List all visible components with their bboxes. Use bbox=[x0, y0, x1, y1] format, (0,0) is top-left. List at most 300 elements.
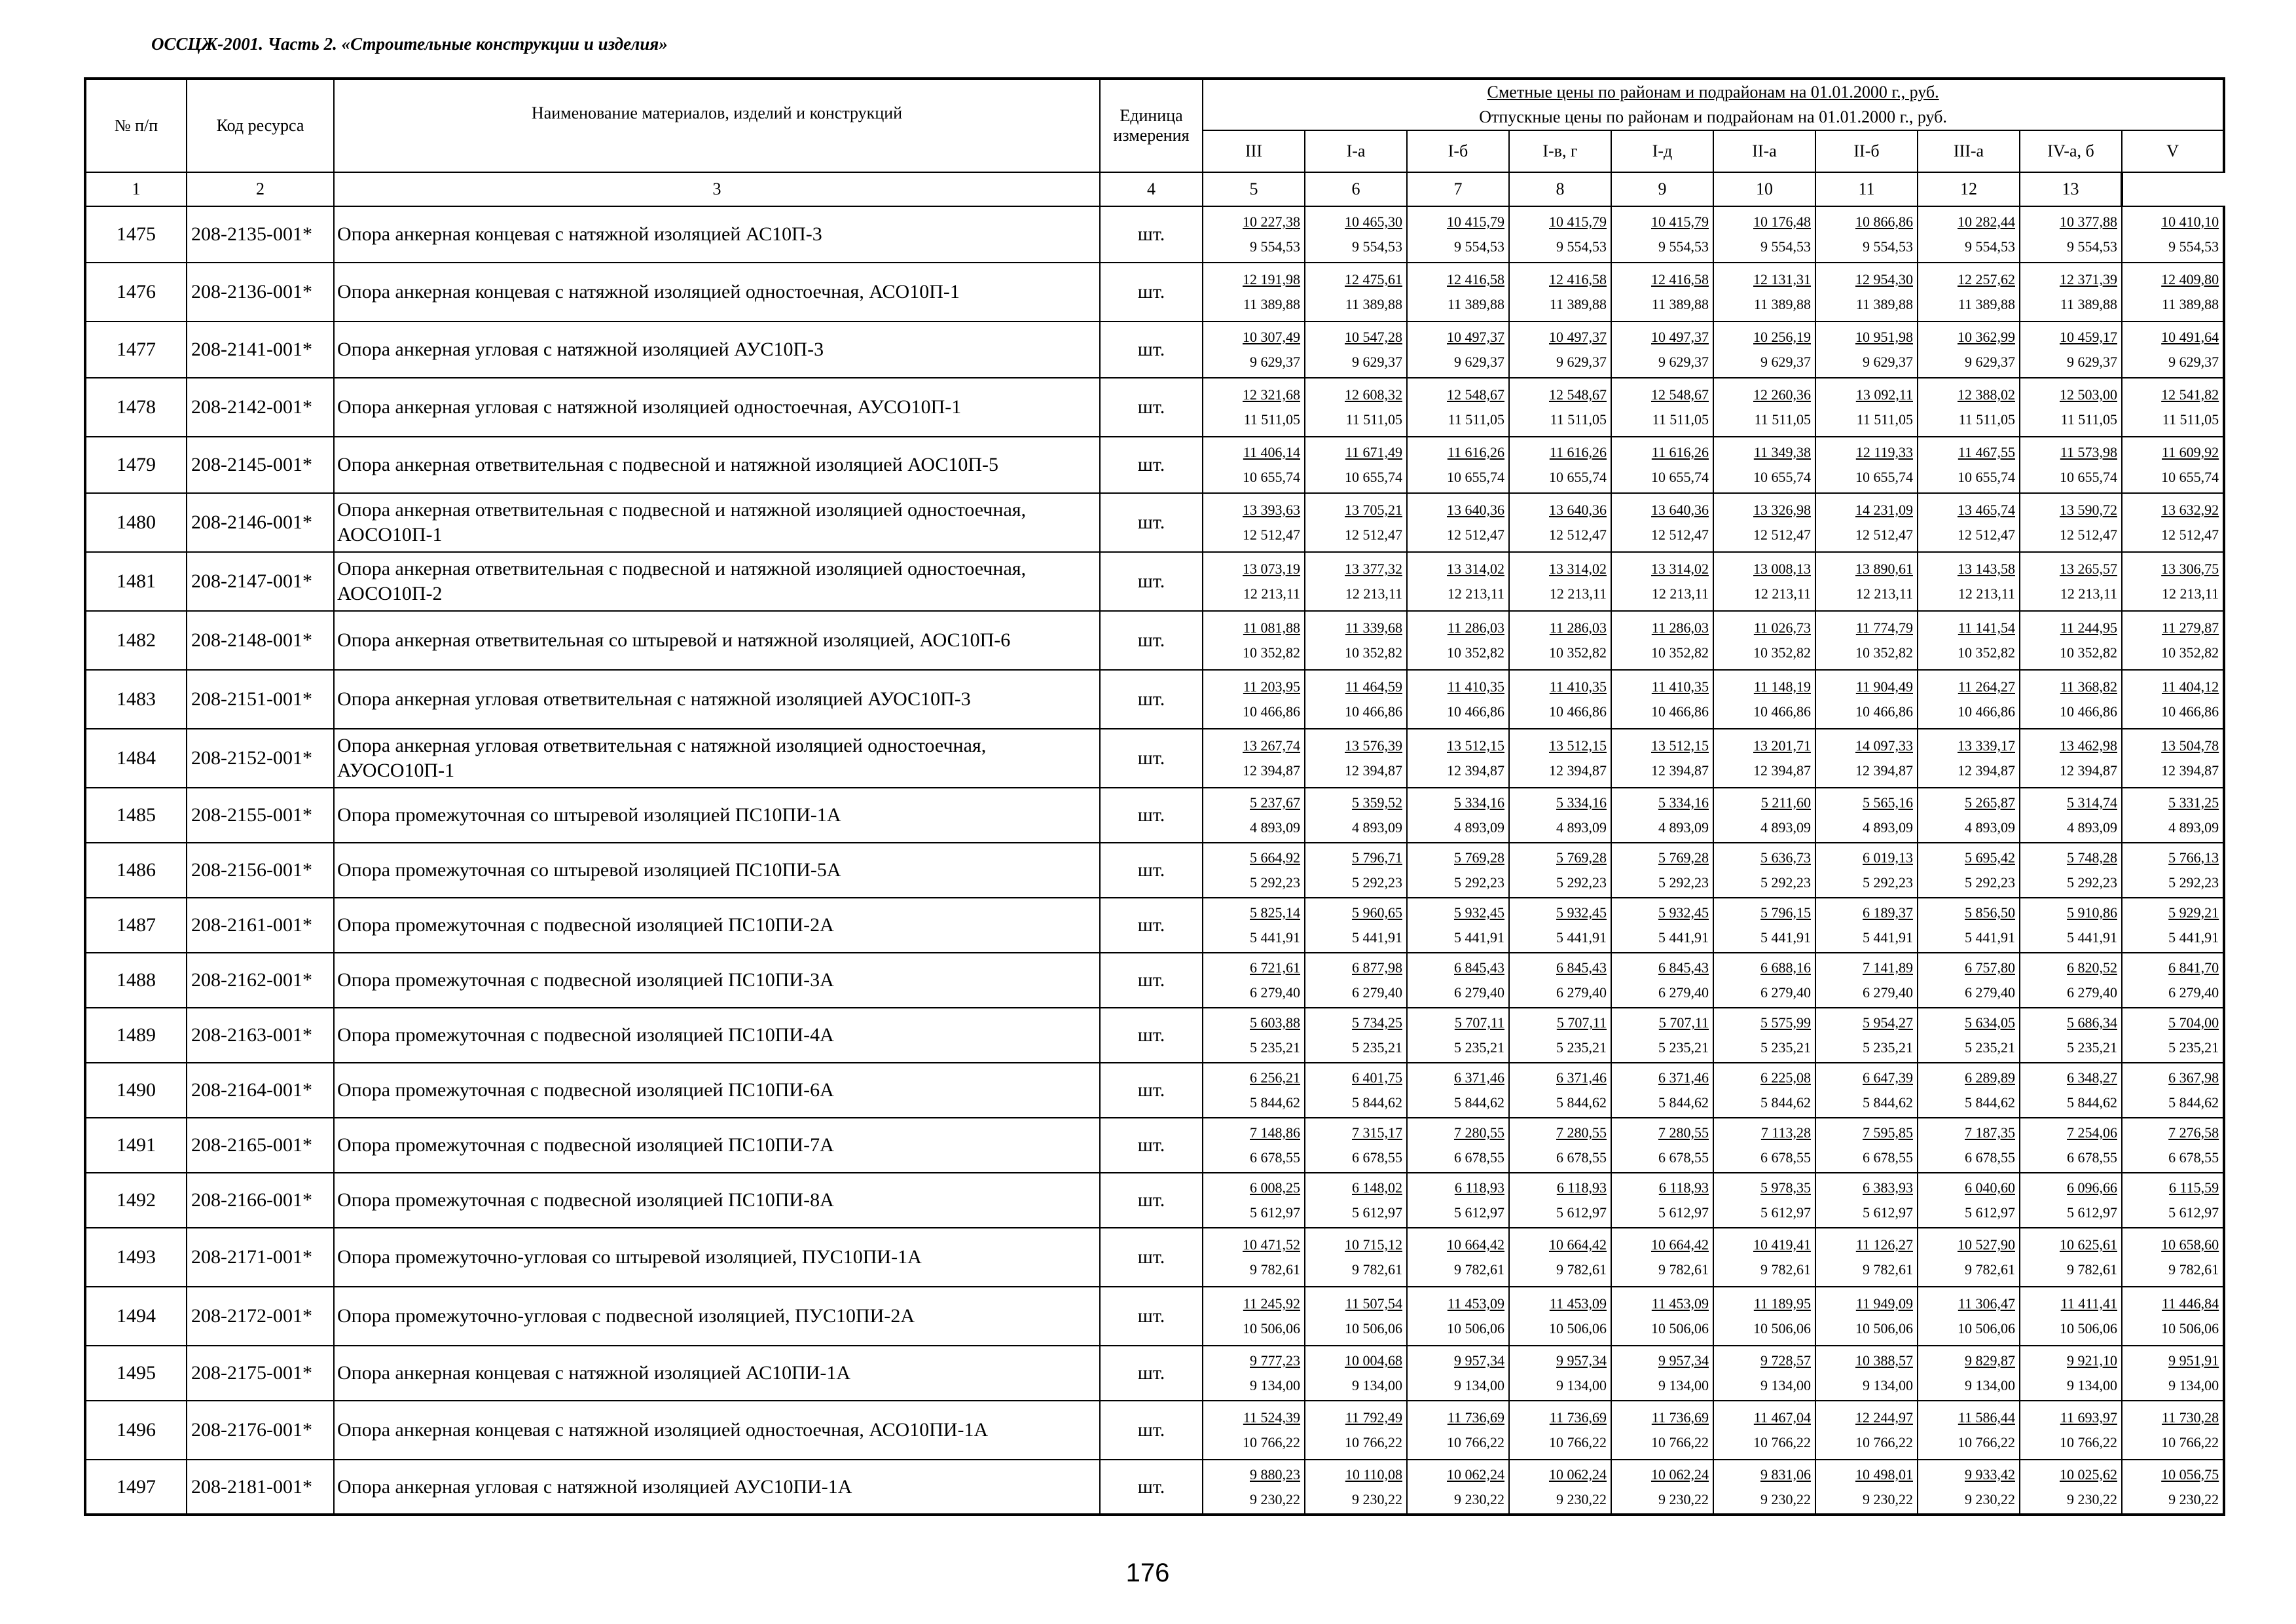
estimate-price: 10 004,68 bbox=[1345, 1352, 1402, 1369]
row-number: 1482 bbox=[85, 611, 187, 670]
release-price: 10 466,86 bbox=[1447, 703, 1504, 720]
estimate-price: 5 910,86 bbox=[2067, 904, 2117, 921]
price-cell bbox=[1918, 1401, 2020, 1460]
estimate-price: 10 410,10 bbox=[2161, 213, 2219, 230]
price-cell bbox=[1509, 1228, 1611, 1287]
release-price: 5 612,97 bbox=[1760, 1204, 1811, 1221]
estimate-price: 5 707,11 bbox=[1658, 1014, 1709, 1031]
estimate-price: 10 282,44 bbox=[1958, 213, 2015, 230]
release-price: 9 230,22 bbox=[1250, 1490, 1300, 1507]
price-cell bbox=[1815, 1287, 1918, 1346]
price-cell bbox=[1305, 493, 1407, 552]
row-number: 1491 bbox=[85, 1118, 187, 1173]
resource-code: 208-2161-001* bbox=[187, 898, 334, 953]
unit: шт. bbox=[1100, 1173, 1203, 1228]
release-price: 4 893,09 bbox=[1760, 819, 1811, 836]
price-cell bbox=[1509, 493, 1611, 552]
release-price: 4 893,09 bbox=[1863, 819, 1913, 836]
price-cell bbox=[1815, 322, 1918, 378]
release-price: 11 511,05 bbox=[1754, 411, 1811, 428]
price-cell bbox=[1407, 1118, 1509, 1173]
resource-code: 208-2175-001* bbox=[187, 1346, 334, 1401]
estimate-price: 13 092,11 bbox=[1855, 386, 1913, 403]
resource-code: 208-2181-001* bbox=[187, 1460, 334, 1515]
estimate-price: 10 415,79 bbox=[1447, 213, 1504, 230]
release-price: 11 389,88 bbox=[1855, 296, 1913, 312]
price-cell bbox=[1713, 1460, 1815, 1515]
price-cell bbox=[1407, 611, 1509, 670]
price-cell bbox=[1407, 1228, 1509, 1287]
release-price: 12 394,87 bbox=[1855, 762, 1913, 779]
estimate-price: 13 512,15 bbox=[1651, 737, 1709, 754]
price-cell bbox=[1203, 788, 1305, 843]
release-price: 10 655,74 bbox=[1753, 469, 1811, 485]
estimate-price: 6 877,98 bbox=[1352, 959, 1402, 976]
estimate-price: 11 411,41 bbox=[2060, 1295, 2117, 1312]
price-cell bbox=[1407, 552, 1509, 611]
release-price: 10 352,82 bbox=[1855, 644, 1913, 661]
release-price: 5 235,21 bbox=[1965, 1039, 2015, 1056]
release-price: 5 292,23 bbox=[1760, 874, 1811, 891]
estimate-price: 12 244,97 bbox=[1855, 1409, 1913, 1426]
estimate-price: 5 636,73 bbox=[1760, 849, 1811, 866]
release-price: 6 678,55 bbox=[1556, 1149, 1607, 1166]
price-cell bbox=[1305, 1346, 1407, 1401]
release-price: 11 389,88 bbox=[1447, 296, 1504, 312]
price-cell bbox=[1918, 1118, 2020, 1173]
release-price: 6 678,55 bbox=[1863, 1149, 1913, 1166]
estimate-price: 11 286,03 bbox=[1447, 619, 1504, 636]
release-price: 5 292,23 bbox=[1965, 874, 2015, 891]
release-price: 5 844,62 bbox=[1760, 1094, 1811, 1111]
price-cell bbox=[1509, 670, 1611, 729]
release-price: 12 512,47 bbox=[1753, 526, 1811, 543]
table-row bbox=[85, 843, 2224, 898]
estimate-price: 14 231,09 bbox=[1855, 502, 1913, 518]
estimate-price: 10 497,37 bbox=[1447, 329, 1504, 345]
estimate-price: 11 792,49 bbox=[1345, 1409, 1402, 1426]
estimate-price: 10 527,90 bbox=[1958, 1236, 2015, 1253]
release-price: 5 235,21 bbox=[1250, 1039, 1300, 1056]
price-cell bbox=[1713, 843, 1815, 898]
row-number: 1480 bbox=[85, 493, 187, 552]
price-cell bbox=[1815, 552, 1918, 611]
release-price: 9 782,61 bbox=[1760, 1261, 1811, 1278]
estimate-price: 13 143,58 bbox=[1958, 561, 2015, 577]
release-price: 9 629,37 bbox=[2168, 354, 2219, 370]
release-price: 12 394,87 bbox=[1651, 762, 1709, 779]
release-price: 4 893,09 bbox=[1965, 819, 2015, 836]
release-price: 6 279,40 bbox=[1863, 984, 1913, 1001]
release-price: 10 506,06 bbox=[1447, 1320, 1504, 1337]
release-price: 10 655,74 bbox=[1345, 469, 1402, 485]
price-cell bbox=[1918, 898, 2020, 953]
price-cell bbox=[1203, 1228, 1305, 1287]
price-cell bbox=[1918, 953, 2020, 1008]
estimate-price: 5 769,28 bbox=[1658, 849, 1709, 866]
price-cell bbox=[1509, 1008, 1611, 1063]
column-number: 1 bbox=[85, 172, 187, 206]
price-cell bbox=[1509, 378, 1611, 437]
release-price: 5 844,62 bbox=[1250, 1094, 1300, 1111]
release-price: 12 213,11 bbox=[1753, 585, 1811, 602]
resource-code: 208-2166-001* bbox=[187, 1173, 334, 1228]
estimate-price: 11 453,09 bbox=[1549, 1295, 1607, 1312]
material-name: Опора анкерная угловая с натяжной изоляцией АУС10П-3 bbox=[334, 322, 1100, 378]
release-price: 6 678,55 bbox=[1250, 1149, 1300, 1166]
table-row bbox=[85, 1401, 2224, 1460]
release-price: 12 213,11 bbox=[1447, 585, 1504, 602]
price-cell bbox=[1203, 670, 1305, 729]
price-cell bbox=[1509, 552, 1611, 611]
price-cell bbox=[1611, 788, 1713, 843]
estimate-price: 5 734,25 bbox=[1352, 1014, 1402, 1031]
table-row bbox=[85, 1228, 2224, 1287]
estimate-price: 10 625,61 bbox=[2060, 1236, 2117, 1253]
price-cell bbox=[2122, 1008, 2224, 1063]
price-cell bbox=[1713, 729, 1815, 788]
price-cell bbox=[1509, 1401, 1611, 1460]
row-number: 1478 bbox=[85, 378, 187, 437]
price-cell bbox=[1305, 552, 1407, 611]
price-cell bbox=[1611, 1460, 1713, 1515]
region-header: I-б bbox=[1407, 130, 1509, 172]
resource-code: 208-2164-001* bbox=[187, 1063, 334, 1118]
resource-code: 208-2162-001* bbox=[187, 953, 334, 1008]
price-cell bbox=[1611, 1287, 1713, 1346]
estimate-price: 11 904,49 bbox=[1855, 678, 1913, 695]
estimate-price: 11 410,35 bbox=[1549, 678, 1607, 695]
release-price: 10 352,82 bbox=[1958, 644, 2015, 661]
estimate-price: 11 736,69 bbox=[1447, 1409, 1504, 1426]
release-price: 9 230,22 bbox=[1863, 1490, 1913, 1507]
estimate-price: 12 475,61 bbox=[1345, 271, 1402, 287]
price-cell bbox=[1611, 378, 1713, 437]
release-price: 9 554,53 bbox=[1658, 238, 1709, 255]
price-cell bbox=[1305, 611, 1407, 670]
release-price: 6 678,55 bbox=[2168, 1149, 2219, 1166]
row-number: 1483 bbox=[85, 670, 187, 729]
price-cell bbox=[1305, 1287, 1407, 1346]
row-number: 1495 bbox=[85, 1346, 187, 1401]
release-price: 11 511,05 bbox=[1856, 411, 1913, 428]
estimate-price: 5 265,87 bbox=[1965, 794, 2015, 811]
estimate-price: 10 497,37 bbox=[1549, 329, 1607, 345]
price-cell bbox=[1509, 788, 1611, 843]
estimate-price: 13 306,75 bbox=[2161, 561, 2219, 577]
release-price: 5 441,91 bbox=[2168, 929, 2219, 946]
estimate-price: 9 957,34 bbox=[1556, 1352, 1607, 1369]
price-cell bbox=[1305, 670, 1407, 729]
release-price: 9 629,37 bbox=[1352, 354, 1402, 370]
estimate-price: 11 453,09 bbox=[1651, 1295, 1709, 1312]
release-price: 11 389,88 bbox=[1345, 296, 1402, 312]
price-cell bbox=[1611, 1008, 1713, 1063]
price-cell bbox=[1509, 322, 1611, 378]
resource-code: 208-2152-001* bbox=[187, 729, 334, 788]
estimate-price: 11 203,95 bbox=[1243, 678, 1300, 695]
price-cell bbox=[2122, 1346, 2224, 1401]
estimate-price: 11 406,14 bbox=[1243, 444, 1300, 460]
unit: шт. bbox=[1100, 1228, 1203, 1287]
release-price: 6 279,40 bbox=[1454, 984, 1504, 1001]
price-cell bbox=[1203, 1287, 1305, 1346]
release-price: 9 782,61 bbox=[1658, 1261, 1709, 1278]
price-cell bbox=[2020, 493, 2122, 552]
table-row bbox=[85, 1063, 2224, 1118]
estimate-price: 11 339,68 bbox=[1345, 619, 1402, 636]
row-number: 1481 bbox=[85, 552, 187, 611]
price-cell bbox=[1918, 788, 2020, 843]
unit: шт. bbox=[1100, 898, 1203, 953]
estimate-price: 6 371,46 bbox=[1556, 1069, 1607, 1086]
release-price: 11 389,88 bbox=[1651, 296, 1709, 312]
release-price: 10 352,82 bbox=[1753, 644, 1811, 661]
price-cell bbox=[1203, 1460, 1305, 1515]
price-cell bbox=[1815, 1401, 1918, 1460]
price-cell bbox=[1305, 1008, 1407, 1063]
price-cell bbox=[2122, 670, 2224, 729]
material-name: Опора анкерная ответвительная со штыревой и натяжной изоляцией, АОС10П-6 bbox=[334, 611, 1100, 670]
release-price: 10 506,06 bbox=[2060, 1320, 2117, 1337]
row-number: 1477 bbox=[85, 322, 187, 378]
estimate-price: 10 110,08 bbox=[1345, 1466, 1402, 1483]
estimate-price: 13 705,21 bbox=[1345, 502, 1402, 518]
release-price: 5 612,97 bbox=[1250, 1204, 1300, 1221]
estimate-price: 10 658,60 bbox=[2161, 1236, 2219, 1253]
column-number: 4 bbox=[1100, 172, 1203, 206]
price-cell bbox=[1509, 206, 1611, 263]
release-price: 10 655,74 bbox=[1958, 469, 2015, 485]
unit: шт. bbox=[1100, 1460, 1203, 1515]
price-cell bbox=[1713, 378, 1815, 437]
price-cell bbox=[2122, 1401, 2224, 1460]
price-cell bbox=[1713, 322, 1815, 378]
release-price: 10 352,82 bbox=[1447, 644, 1504, 661]
price-cell bbox=[1305, 206, 1407, 263]
release-price: 9 134,00 bbox=[1863, 1377, 1913, 1393]
resource-code: 208-2151-001* bbox=[187, 670, 334, 729]
material-name: Опора промежуточная со штыревой изоляцией ПС10ПИ-5А bbox=[334, 843, 1100, 898]
estimate-price: 13 073,19 bbox=[1243, 561, 1300, 577]
column-number: 6 bbox=[1305, 172, 1407, 206]
estimate-price: 6 845,43 bbox=[1454, 959, 1504, 976]
estimate-price: 9 829,87 bbox=[1965, 1352, 2015, 1369]
estimate-price: 6 289,89 bbox=[1965, 1069, 2015, 1086]
row-number: 1494 bbox=[85, 1287, 187, 1346]
table-row bbox=[85, 1346, 2224, 1401]
price-cell bbox=[2020, 953, 2122, 1008]
estimate-price: 5 704,00 bbox=[2168, 1014, 2219, 1031]
price-cell bbox=[1509, 1287, 1611, 1346]
price-cell bbox=[1611, 1346, 1713, 1401]
release-price: 6 678,55 bbox=[1760, 1149, 1811, 1166]
price-cell bbox=[1611, 1401, 1713, 1460]
price-cell bbox=[1611, 206, 1713, 263]
unit: шт. bbox=[1100, 552, 1203, 611]
release-price: 5 844,62 bbox=[1863, 1094, 1913, 1111]
estimate-price: 11 286,03 bbox=[1651, 619, 1709, 636]
price-cell bbox=[1918, 1228, 2020, 1287]
release-price: 9 554,53 bbox=[1863, 238, 1913, 255]
price-cell bbox=[2020, 1287, 2122, 1346]
release-price: 9 782,61 bbox=[2067, 1261, 2117, 1278]
estimate-price: 12 409,80 bbox=[2161, 271, 2219, 287]
price-cell bbox=[1203, 1173, 1305, 1228]
estimate-price: 5 211,60 bbox=[1760, 794, 1811, 811]
release-price: 12 213,11 bbox=[1345, 585, 1402, 602]
release-price: 12 394,87 bbox=[2161, 762, 2219, 779]
price-cell bbox=[1918, 670, 2020, 729]
price-cell bbox=[1918, 611, 2020, 670]
estimate-price: 11 671,49 bbox=[1345, 444, 1402, 460]
unit: шт. bbox=[1100, 263, 1203, 322]
release-price: 10 506,06 bbox=[1549, 1320, 1607, 1337]
price-cell bbox=[1611, 437, 1713, 493]
price-cell bbox=[1509, 898, 1611, 953]
estimate-price: 6 096,66 bbox=[2067, 1179, 2117, 1196]
price-cell bbox=[1203, 1118, 1305, 1173]
col-header-code: Код ресурса bbox=[187, 79, 334, 172]
price-cell bbox=[1509, 1118, 1611, 1173]
unit: шт. bbox=[1100, 843, 1203, 898]
release-price: 6 678,55 bbox=[1454, 1149, 1504, 1166]
price-cell bbox=[1407, 898, 1509, 953]
release-price: 10 466,86 bbox=[1855, 703, 1913, 720]
release-price: 10 352,82 bbox=[1549, 644, 1607, 661]
estimate-price: 13 640,36 bbox=[1651, 502, 1709, 518]
column-number: 13 bbox=[2020, 172, 2122, 206]
price-cell bbox=[1203, 552, 1305, 611]
estimate-price: 11 616,26 bbox=[1447, 444, 1504, 460]
release-price: 5 441,91 bbox=[1250, 929, 1300, 946]
price-cell bbox=[2122, 729, 2224, 788]
price-cell bbox=[2122, 552, 2224, 611]
price-cell bbox=[1611, 843, 1713, 898]
estimate-price: 6 845,43 bbox=[1556, 959, 1607, 976]
release-price: 10 506,06 bbox=[2161, 1320, 2219, 1337]
material-name: Опора анкерная ответвительная с подвесной и натяжной изоляцией одностоечная, АОСО10П-2 bbox=[334, 552, 1100, 611]
material-name: Опора анкерная ответвительная с подвесной и натяжной изоляцией АОС10П-5 bbox=[334, 437, 1100, 493]
release-price: 5 612,97 bbox=[2067, 1204, 2117, 1221]
estimate-price: 9 777,23 bbox=[1250, 1352, 1300, 1369]
estimate-price: 11 693,97 bbox=[2060, 1409, 2117, 1426]
price-cell bbox=[1713, 1008, 1815, 1063]
release-price: 12 512,47 bbox=[1549, 526, 1607, 543]
estimate-price: 11 189,95 bbox=[1753, 1295, 1811, 1312]
price-cell bbox=[1407, 1460, 1509, 1515]
price-cell bbox=[2020, 378, 2122, 437]
resource-code: 208-2165-001* bbox=[187, 1118, 334, 1173]
price-cell bbox=[1305, 953, 1407, 1008]
estimate-price: 10 256,19 bbox=[1753, 329, 1811, 345]
release-price: 12 394,87 bbox=[1958, 762, 2015, 779]
material-name: Опора промежуточная с подвесной изоляцией ПС10ПИ-2А bbox=[334, 898, 1100, 953]
release-price: 5 844,62 bbox=[2168, 1094, 2219, 1111]
release-price: 5 441,91 bbox=[1760, 929, 1811, 946]
estimate-price: 5 334,16 bbox=[1556, 794, 1607, 811]
estimate-price: 6 256,21 bbox=[1250, 1069, 1300, 1086]
estimate-price: 10 471,52 bbox=[1243, 1236, 1300, 1253]
estimate-price: 13 890,61 bbox=[1855, 561, 1913, 577]
estimate-price: 5 334,16 bbox=[1454, 794, 1504, 811]
release-price: 5 441,91 bbox=[1658, 929, 1709, 946]
release-price: 5 844,62 bbox=[1965, 1094, 2015, 1111]
region-header: II-а bbox=[1713, 130, 1815, 172]
estimate-price: 9 933,42 bbox=[1965, 1466, 2015, 1483]
estimate-price: 7 187,35 bbox=[1965, 1124, 2015, 1141]
price-cell bbox=[1305, 898, 1407, 953]
release-price: 12 394,87 bbox=[1243, 762, 1300, 779]
price-cell bbox=[1713, 206, 1815, 263]
release-price: 5 441,91 bbox=[1454, 929, 1504, 946]
row-number: 1486 bbox=[85, 843, 187, 898]
estimate-price: 6 721,61 bbox=[1250, 959, 1300, 976]
price-cell bbox=[1305, 378, 1407, 437]
estimate-price: 7 254,06 bbox=[2067, 1124, 2117, 1141]
price-cell bbox=[1918, 322, 2020, 378]
estimate-price: 5 695,42 bbox=[1965, 849, 2015, 866]
estimate-price: 9 957,34 bbox=[1454, 1352, 1504, 1369]
estimate-price: 11 306,47 bbox=[1958, 1295, 2015, 1312]
estimate-price: 5 796,15 bbox=[1760, 904, 1811, 921]
column-number: 2 bbox=[187, 172, 334, 206]
price-cell bbox=[1611, 1118, 1713, 1173]
resource-code: 208-2176-001* bbox=[187, 1401, 334, 1460]
release-price: 6 279,40 bbox=[1250, 984, 1300, 1001]
price-cell bbox=[2020, 552, 2122, 611]
release-price: 4 893,09 bbox=[1658, 819, 1709, 836]
estimate-price: 10 547,28 bbox=[1345, 329, 1402, 345]
price-cell bbox=[1203, 437, 1305, 493]
estimate-price: 11 586,44 bbox=[1958, 1409, 2015, 1426]
release-price: 5 612,97 bbox=[1556, 1204, 1607, 1221]
price-cell bbox=[2020, 437, 2122, 493]
table-row bbox=[85, 1287, 2224, 1346]
estimate-price: 13 512,15 bbox=[1447, 737, 1504, 754]
release-price: 5 292,23 bbox=[1658, 874, 1709, 891]
estimate-price: 5 664,92 bbox=[1250, 849, 1300, 866]
release-price: 6 279,40 bbox=[1965, 984, 2015, 1001]
release-price: 9 782,61 bbox=[1250, 1261, 1300, 1278]
estimate-price: 12 954,30 bbox=[1855, 271, 1913, 287]
estimate-price: 12 548,67 bbox=[1549, 386, 1607, 403]
col-header-region bbox=[1203, 79, 2224, 130]
release-price: 9 554,53 bbox=[1556, 238, 1607, 255]
estimate-price: 5 769,28 bbox=[1454, 849, 1504, 866]
table-row bbox=[85, 729, 2224, 788]
release-price: 9 134,00 bbox=[1658, 1377, 1709, 1393]
table-row bbox=[85, 898, 2224, 953]
price-cell bbox=[2122, 1228, 2224, 1287]
release-price: 10 766,22 bbox=[1958, 1434, 2015, 1450]
price-cell bbox=[2020, 1063, 2122, 1118]
release-price: 9 230,22 bbox=[1556, 1490, 1607, 1507]
release-price: 10 352,82 bbox=[2060, 644, 2117, 661]
release-price: 5 235,21 bbox=[1863, 1039, 1913, 1056]
price-cell bbox=[1815, 1346, 1918, 1401]
column-number: 7 bbox=[1407, 172, 1509, 206]
material-name: Опора анкерная концевая с натяжной изоляцией одностоечная, АСО10ПИ-1А bbox=[334, 1401, 1100, 1460]
price-cell bbox=[1713, 1173, 1815, 1228]
row-number: 1493 bbox=[85, 1228, 187, 1287]
region-header: II-б bbox=[1815, 130, 1918, 172]
price-cell bbox=[1713, 493, 1815, 552]
release-price: 9 134,00 bbox=[1556, 1377, 1607, 1393]
price-cell bbox=[1815, 493, 1918, 552]
release-price: 10 506,06 bbox=[1855, 1320, 1913, 1337]
release-price: 12 512,47 bbox=[1651, 526, 1709, 543]
